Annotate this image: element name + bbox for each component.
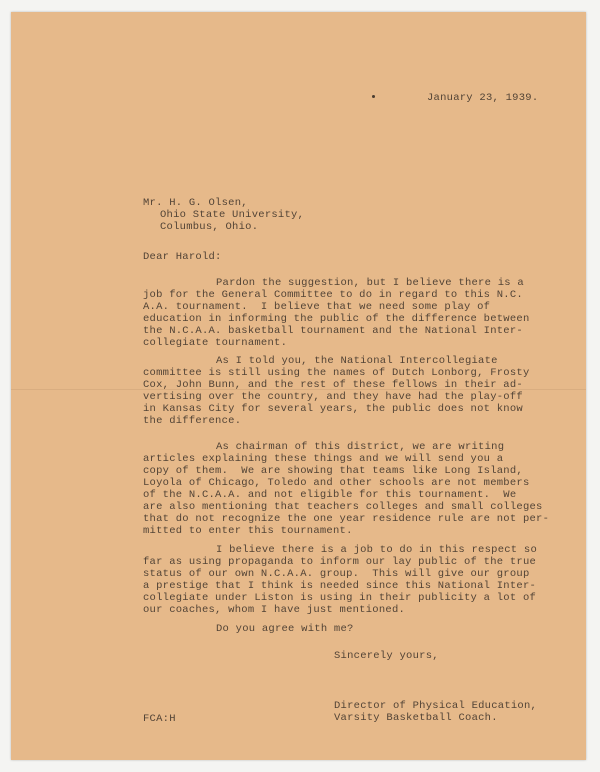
paragraph-line: education in informing the public of the difference between bbox=[143, 313, 530, 325]
paragraph-line: Loyola of Chicago, Toledo and other schools are not members bbox=[143, 477, 530, 489]
paragraph-line: collegiate under Liston is using in their publicity a lot of bbox=[143, 592, 537, 604]
paragraph-line: of the N.C.A.A. and not eligible for this tournament. We bbox=[143, 489, 517, 501]
salutation: Dear Harold: bbox=[143, 251, 222, 263]
paragraph-line: Pardon the suggestion, but I believe there is a bbox=[216, 277, 524, 289]
paragraph-line: committee is still using the names of Dutch Lonborg, Frosty bbox=[143, 367, 530, 379]
recipient-name: Mr. H. G. Olsen, bbox=[143, 197, 248, 209]
paragraph-line: copy of them. We are showing that teams like Long Island, bbox=[143, 465, 523, 477]
paragraph-line: Cox, John Bunn, and the rest of these fellows in their ad- bbox=[143, 379, 523, 391]
paragraph-line: are also mentioning that teachers colleges and small colleges bbox=[143, 501, 543, 513]
paragraph-line: mitted to enter this tournament. bbox=[143, 525, 353, 537]
complimentary-close: Sincerely yours, bbox=[334, 650, 439, 662]
paragraph-line: A.A. tournament. I believe that we need some play of bbox=[143, 301, 491, 313]
paragraph-line: far as using propaganda to inform our lay public of the true bbox=[143, 556, 537, 568]
paragraph-line: a prestige that I think is needed since this National Inter- bbox=[143, 580, 537, 592]
letter-date: January 23, 1939. bbox=[427, 92, 539, 104]
paper-mark bbox=[372, 95, 375, 98]
paragraph-line: collegiate tournament. bbox=[143, 337, 288, 349]
paragraph-line: vertising over the country, and they have had the play-off bbox=[143, 391, 523, 403]
paragraph-line: the N.C.A.A. basketball tournament and the National Inter- bbox=[143, 325, 523, 337]
paragraph-line: As I told you, the National Intercollegiate bbox=[216, 355, 498, 367]
signature-title-line-1: Director of Physical Education, bbox=[334, 700, 538, 712]
paragraph-line: the difference. bbox=[143, 415, 242, 427]
recipient-city: Columbus, Ohio. bbox=[160, 221, 259, 233]
paragraph-line: job for the General Committee to do in regard to this N.C. bbox=[143, 289, 523, 301]
paragraph-line: I believe there is a job to do in this respect so bbox=[216, 544, 538, 556]
paragraph-line: As chairman of this district, we are writing bbox=[216, 441, 505, 453]
paragraph-line: that do not recognize the one year residence rule are not per- bbox=[143, 513, 550, 525]
recipient-institution: Ohio State University, bbox=[160, 209, 305, 221]
signature-title-line-2: Varsity Basketball Coach. bbox=[334, 712, 498, 724]
paragraph-line: articles explaining these things and we will send you a bbox=[143, 453, 504, 465]
closing-question: Do you agree with me? bbox=[216, 623, 354, 635]
paragraph-line: in Kansas City for several years, the public does not know bbox=[143, 403, 523, 415]
paragraph-line: our coaches, whom I have just mentioned. bbox=[143, 604, 406, 616]
typist-initials: FCA:H bbox=[143, 713, 176, 725]
paragraph-line: status of our own N.C.A.A. group. This will give our group bbox=[143, 568, 530, 580]
